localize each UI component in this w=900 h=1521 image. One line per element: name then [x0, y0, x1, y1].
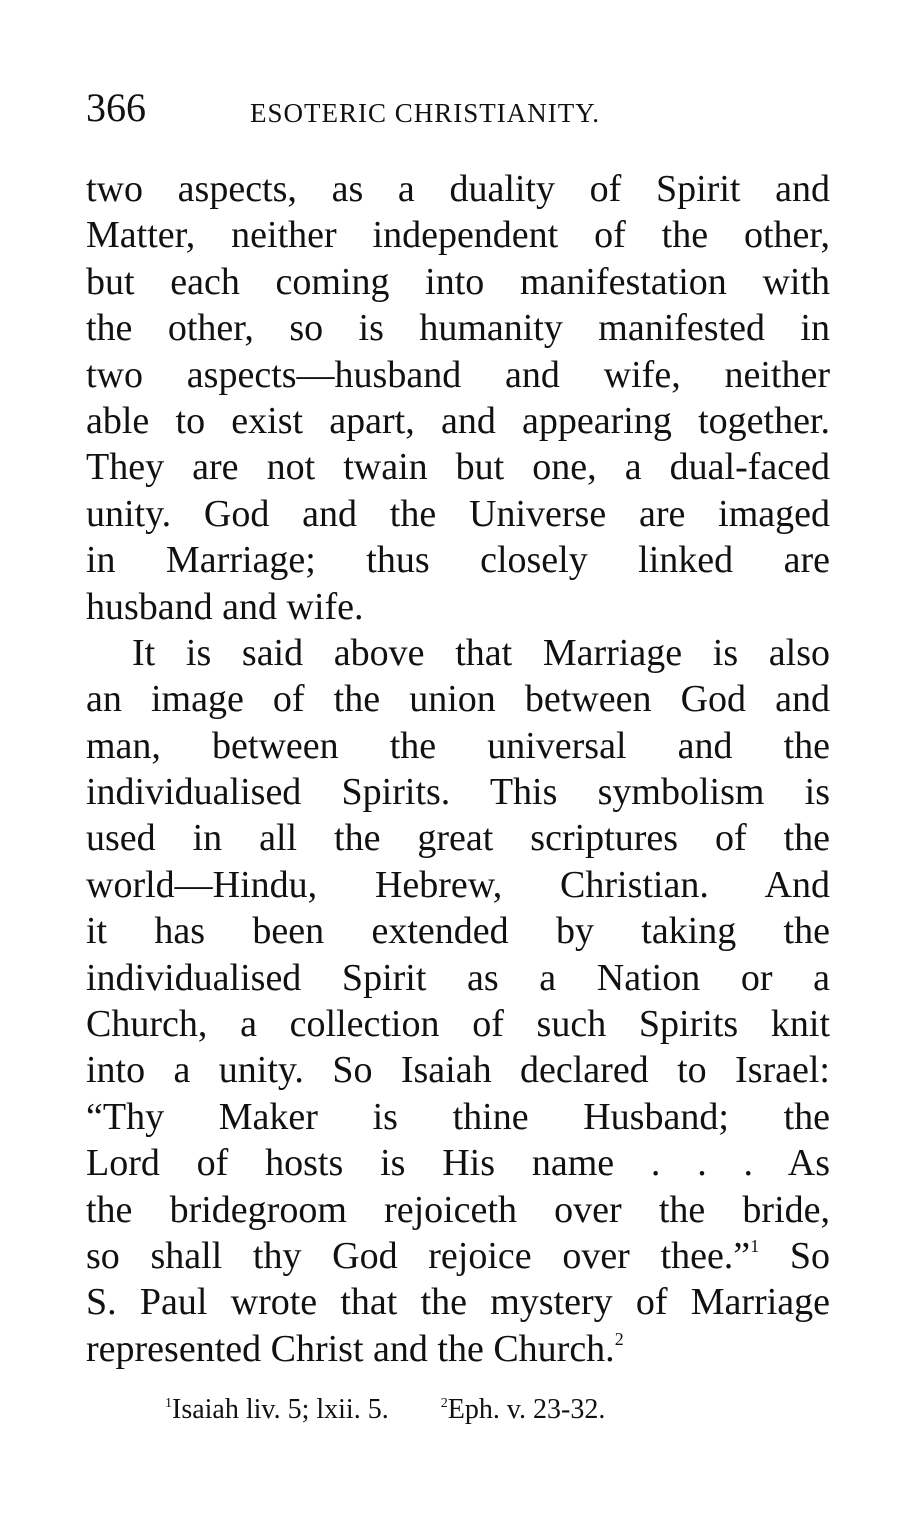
running-title: ESOTERIC CHRISTIANITY.: [250, 98, 601, 128]
text-line: so shall thy God rejoice over thee.”: [86, 1234, 751, 1277]
text-line: able to exist apart, and appearing together.: [86, 399, 830, 442]
text-line: in Marriage; thus closely linked are: [86, 539, 830, 582]
text-line: S. Paul wrote that the mystery of Marriage: [86, 1281, 830, 1324]
text-line-with-footnote: [86, 1233, 830, 1279]
text-line: used in all the great scriptures of the: [86, 817, 830, 860]
text-line: an image of the union between God and: [86, 678, 830, 721]
text-line: man, between the universal and the: [86, 724, 830, 767]
footnote-marker: 2: [440, 1396, 448, 1411]
body-text: [86, 166, 830, 1372]
text-line: represented Christ and the Church.: [86, 1327, 615, 1370]
paragraph-2: [86, 630, 830, 1372]
footnote: [441, 1394, 606, 1425]
text-line: unity. God and the Universe are imaged: [86, 492, 830, 535]
footnote-marker: 1: [165, 1396, 172, 1411]
text-line: but each coming into manifestation with: [86, 260, 830, 303]
text-line: it has been extended by taking the: [86, 910, 830, 953]
footnote-text: Isaiah liv. 5; lxii. 5.: [172, 1394, 389, 1425]
text-line: the other, so is humanity manifested in: [86, 307, 830, 350]
text-line: two aspects, as a duality of Spirit and: [86, 168, 830, 210]
text-line: Matter, neither independent of the other,: [86, 214, 830, 257]
text-line: Church, a collection of such Spirits knit: [86, 1003, 830, 1046]
footnote-marker: 2: [614, 1328, 624, 1349]
text-line-with-footnote: [86, 1326, 830, 1372]
footnotes: [165, 1396, 605, 1424]
text-line: two aspects—husband and wife, neither: [86, 353, 830, 396]
text-line: individualised Spirit as a Nation or a: [86, 956, 830, 999]
text-line: the bridegroom rejoiceth over the bride,: [86, 1188, 830, 1231]
text-line: individualised Spirits. This symbolism is: [86, 771, 830, 814]
text-line: Lord of hosts is His name . . . As: [86, 1142, 830, 1185]
text-line-tail: So: [789, 1234, 831, 1277]
paragraph-1: [86, 166, 830, 630]
page-number: 366: [86, 85, 146, 130]
text-line: “Thy Maker is thine Husband; the: [86, 1095, 830, 1138]
footnote-text: Eph. v. 23-32.: [447, 1394, 606, 1425]
text-line: husband and wife.: [86, 585, 364, 628]
text-line: into a unity. So Isaiah declared to Israel:: [86, 1049, 830, 1092]
footnote-marker: 1: [750, 1235, 760, 1256]
footnote: [165, 1394, 389, 1425]
text-line: They are not twain but one, a dual-faced: [86, 446, 830, 489]
text-line: world—Hindu, Hebrew, Christian. And: [86, 863, 830, 906]
text-line: It is said above that Marriage is also: [132, 631, 830, 674]
